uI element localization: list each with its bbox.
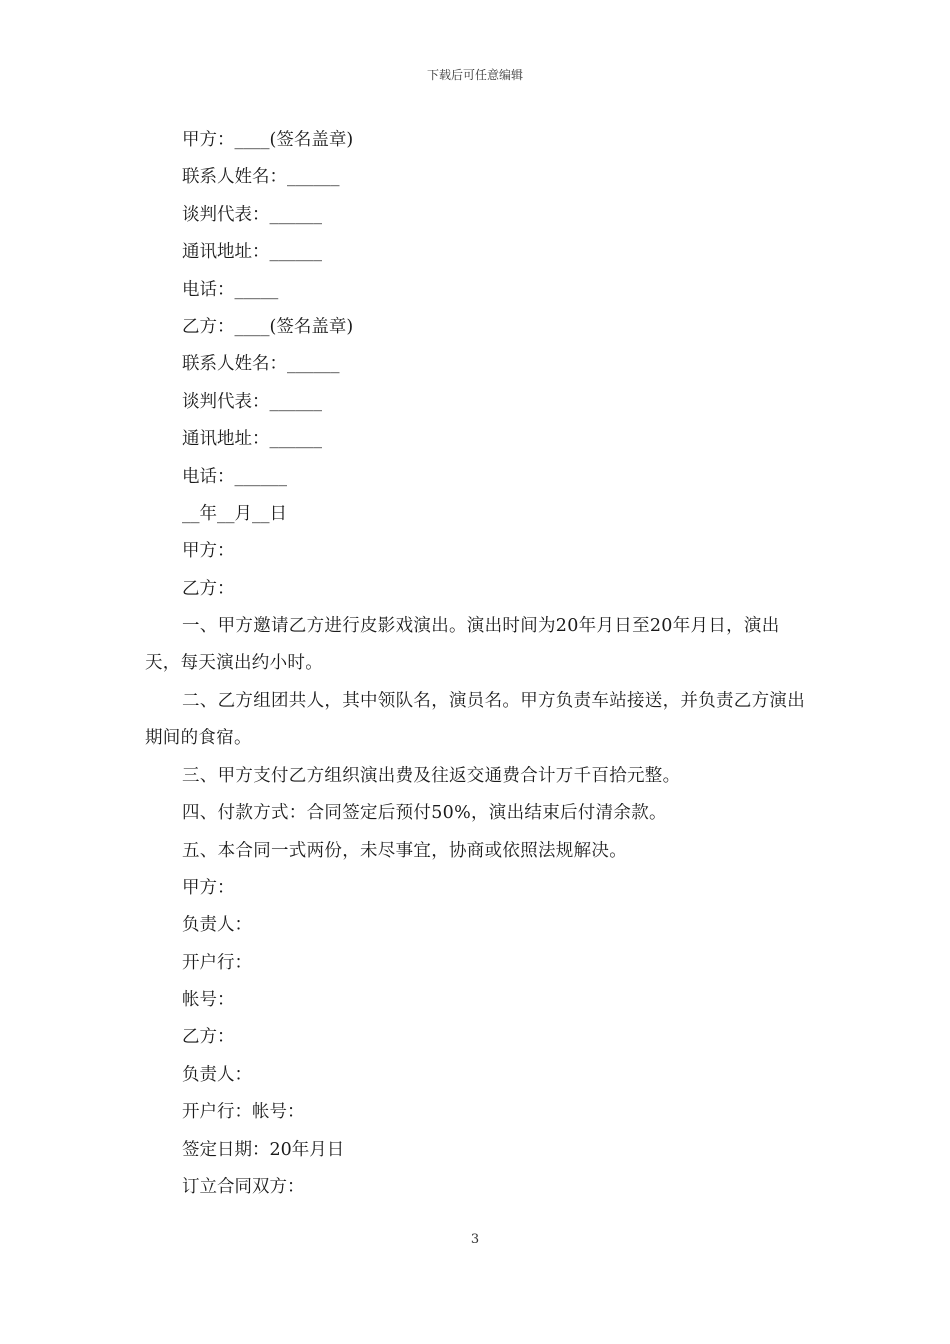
signature-party-a-account: 帐号： <box>182 990 235 1011</box>
party-b-contact-name: 联系人姓名：______ <box>182 354 340 375</box>
party-a-info-block <box>145 122 810 309</box>
clause-5: 五、本合同一式两份，未尽事宜，协商或依照法规解决。 <box>182 840 627 861</box>
page-header: 下载后可任意编辑 <box>426 68 523 82</box>
party-a-phone: 电话：_____ <box>182 279 279 300</box>
party-b-signature-line: 乙方：____(签名盖章) <box>182 316 354 337</box>
clause-3: 三、甲方支付乙方组织演出费及往返交通费合计万千百拾元整。 <box>182 765 681 786</box>
contract-party-a: 甲方： <box>182 541 235 562</box>
clause-1: 一、甲方邀请乙方进行皮影戏演出。演出时间为20年月日至20年月日，演出天，每天演出约小时。 <box>145 616 780 674</box>
party-b-representative: 谈判代表：______ <box>182 391 322 412</box>
signature-party-b-bank-account: 开户行：帐号： <box>182 1102 305 1123</box>
party-a-signature-line: 甲方：____(签名盖章) <box>182 130 354 150</box>
signature-party-b-person: 负责人： <box>182 1064 252 1085</box>
party-b-phone: 电话：______ <box>182 466 287 487</box>
signature-party-a-person: 负责人： <box>182 915 252 936</box>
signature-party-b: 乙方： <box>182 1027 235 1048</box>
party-a-contact-name: 联系人姓名：______ <box>182 167 340 188</box>
signature-date: 签定日期：20年月日 <box>182 1139 345 1160</box>
party-b-info-block <box>145 309 810 496</box>
page-number: 3 <box>470 1232 480 1247</box>
contract-party-b: 乙方： <box>182 578 235 599</box>
signature-parties: 订立合同双方： <box>182 1177 305 1198</box>
date-line: __年__月__日 <box>182 503 287 524</box>
signature-party-a: 甲方： <box>182 877 235 898</box>
signature-party-a-bank: 开户行： <box>182 952 252 973</box>
party-b-address: 通讯地址：______ <box>182 429 322 450</box>
party-a-address: 通讯地址：______ <box>182 242 322 263</box>
clause-4: 四、付款方式：合同签定后预付50%，演出结束后付清余款。 <box>182 803 667 824</box>
document-body <box>145 122 810 1206</box>
clause-2: 二、乙方组团共人，其中领队名，演员名。甲方负责车站接送，并负责乙方演出期间的食宿。 <box>145 690 805 749</box>
party-a-representative: 谈判代表：______ <box>182 204 322 225</box>
signature-block <box>145 870 810 1207</box>
contract-section <box>145 533 810 870</box>
